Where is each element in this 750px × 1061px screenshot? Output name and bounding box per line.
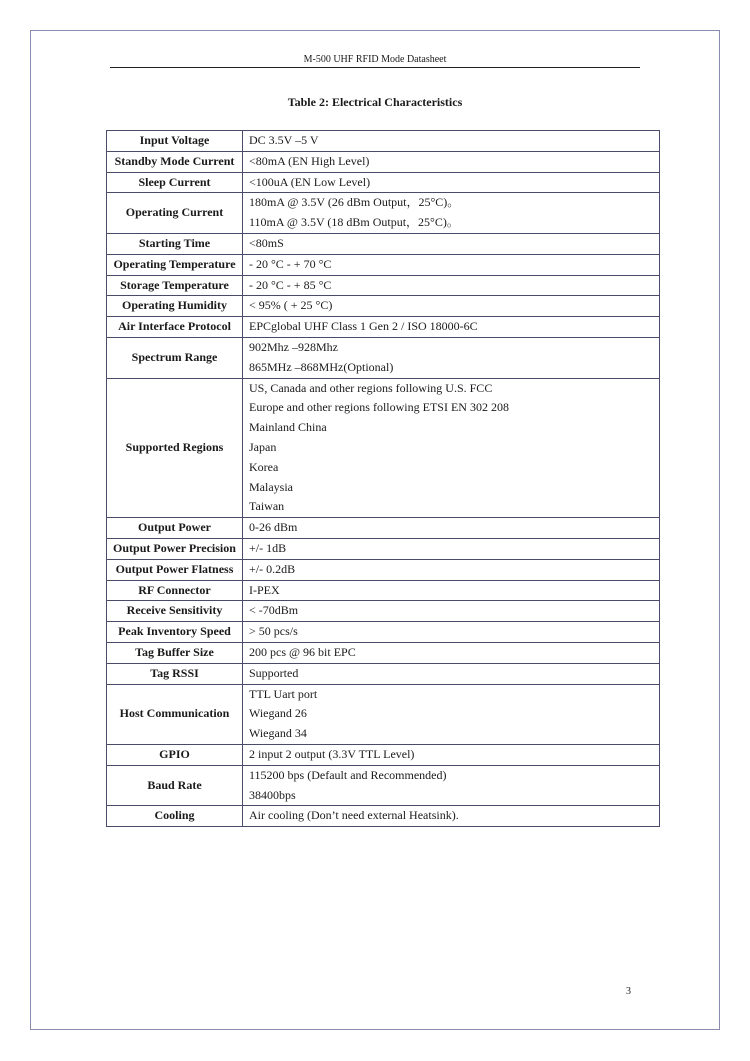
parameter-name: Receive Sensitivity <box>107 601 243 622</box>
parameter-name: Sleep Current <box>107 172 243 193</box>
table-row <box>107 317 660 338</box>
value-line: Malaysia <box>249 479 293 494</box>
value-line: Korea <box>249 459 279 474</box>
value-line: 200 pcs @ 96 bit EPC <box>249 644 356 659</box>
value-line: Supported <box>249 665 299 680</box>
parameter-value <box>243 765 660 806</box>
value-line: <80mS <box>249 235 284 250</box>
parameter-value <box>243 622 660 643</box>
table-row <box>107 601 660 622</box>
table-row <box>107 622 660 643</box>
parameter-value <box>243 684 660 744</box>
parameter-value <box>243 131 660 152</box>
parameter-name: Host Communication <box>107 684 243 744</box>
table-row <box>107 233 660 254</box>
parameter-name: Input Voltage <box>107 131 243 152</box>
table-row <box>107 131 660 152</box>
value-line: > 50 pcs/s <box>249 624 298 639</box>
table-row <box>107 151 660 172</box>
value-line: Japan <box>249 439 277 454</box>
parameter-value <box>243 518 660 539</box>
table-row <box>107 559 660 580</box>
table-row <box>107 337 660 378</box>
value-line: 38400bps <box>249 787 296 802</box>
table-row <box>107 193 660 234</box>
value-line: TTL Uart port <box>249 686 318 701</box>
value-line: <100uA (EN Low Level) <box>249 174 371 189</box>
parameter-value <box>243 275 660 296</box>
value-line: Europe and other regions following ETSI EN 302 208 <box>249 400 509 415</box>
parameter-name: Output Power Flatness <box>107 559 243 580</box>
parameter-value <box>243 744 660 765</box>
value-line: < -70dBm <box>249 603 299 618</box>
value-line: 865MHz –868MHz(Optional) <box>249 359 394 374</box>
parameter-value <box>243 151 660 172</box>
value-line: 110mA @ 3.5V (18 dBm Output，25°C)。 <box>249 215 459 230</box>
value-line: I-PEX <box>249 582 280 597</box>
table-row <box>107 663 660 684</box>
value-line: Taiwan <box>249 499 285 514</box>
parameter-name: Tag Buffer Size <box>107 642 243 663</box>
parameter-name: Output Power Precision <box>107 538 243 559</box>
parameter-name: Storage Temperature <box>107 275 243 296</box>
value-line: DC 3.5V –5 V <box>249 133 319 147</box>
value-line: 902Mhz –928Mhz <box>249 339 338 354</box>
value-line: - 20 °C - + 85 °C <box>249 277 332 292</box>
page-number: 3 <box>626 986 631 997</box>
parameter-value <box>243 296 660 317</box>
parameter-value <box>243 663 660 684</box>
parameter-value <box>243 233 660 254</box>
table-row <box>107 172 660 193</box>
electrical-characteristics-table <box>106 130 660 827</box>
value-line: Wiegand 34 <box>249 726 307 741</box>
parameter-value <box>243 559 660 580</box>
page-header: M-500 UHF RFID Mode Datasheet <box>110 54 640 68</box>
parameter-name: Operating Temperature <box>107 254 243 275</box>
table-row <box>107 518 660 539</box>
table-row <box>107 642 660 663</box>
parameter-value <box>243 172 660 193</box>
value-line: - 20 °C - + 70 °C <box>249 256 332 271</box>
parameter-value <box>243 601 660 622</box>
parameter-value <box>243 337 660 378</box>
value-line: EPCglobal UHF Class 1 Gen 2 / ISO 18000-6C <box>249 319 478 334</box>
parameter-value <box>243 378 660 518</box>
parameter-name: Starting Time <box>107 233 243 254</box>
value-line: 180mA @ 3.5V (26 dBm Output，25°C)。 <box>249 195 460 210</box>
value-line: Wiegand 26 <box>249 706 307 721</box>
parameter-value <box>243 254 660 275</box>
value-line: 2 input 2 output (3.3V TTL Level) <box>249 746 415 761</box>
parameter-name: Operating Humidity <box>107 296 243 317</box>
table-title: Table 2: Electrical Characteristics <box>287 95 463 109</box>
value-line: +/- 0.2dB <box>249 561 296 576</box>
table-row <box>107 580 660 601</box>
table-row <box>107 765 660 806</box>
parameter-name: Supported Regions <box>107 378 243 518</box>
parameter-name: Air Interface Protocol <box>107 317 243 338</box>
value-line: Mainland China <box>249 420 327 435</box>
parameter-value <box>243 538 660 559</box>
table-row <box>107 538 660 559</box>
value-line: <80mA (EN High Level) <box>249 153 370 168</box>
table-row <box>107 378 660 518</box>
parameter-name: Baud Rate <box>107 765 243 806</box>
table-row <box>107 275 660 296</box>
parameter-name: RF Connector <box>107 580 243 601</box>
parameter-name: Operating Current <box>107 193 243 234</box>
parameter-value <box>243 806 660 827</box>
value-line: US, Canada and other regions following U.S. FCC <box>249 380 493 395</box>
parameter-value <box>243 317 660 338</box>
parameter-name: Spectrum Range <box>107 337 243 378</box>
value-line: < 95% ( + 25 °C) <box>249 298 333 313</box>
parameter-name: Output Power <box>107 518 243 539</box>
parameter-name: Standby Mode Current <box>107 151 243 172</box>
parameter-value <box>243 580 660 601</box>
parameter-name: Cooling <box>107 806 243 827</box>
parameter-name: Peak Inventory Speed <box>107 622 243 643</box>
parameter-name: GPIO <box>107 744 243 765</box>
value-line: Air cooling (Don’t need external Heatsink). <box>249 808 459 823</box>
parameter-name: Tag RSSI <box>107 663 243 684</box>
table-row <box>107 684 660 744</box>
parameter-value <box>243 193 660 234</box>
value-line: +/- 1dB <box>249 540 287 555</box>
value-line: 115200 bps (Default and Recommended) <box>249 767 447 782</box>
table-row <box>107 744 660 765</box>
table-row <box>107 296 660 317</box>
table-row <box>107 254 660 275</box>
parameter-value <box>243 642 660 663</box>
value-line: 0-26 dBm <box>249 520 298 535</box>
table-row <box>107 806 660 827</box>
